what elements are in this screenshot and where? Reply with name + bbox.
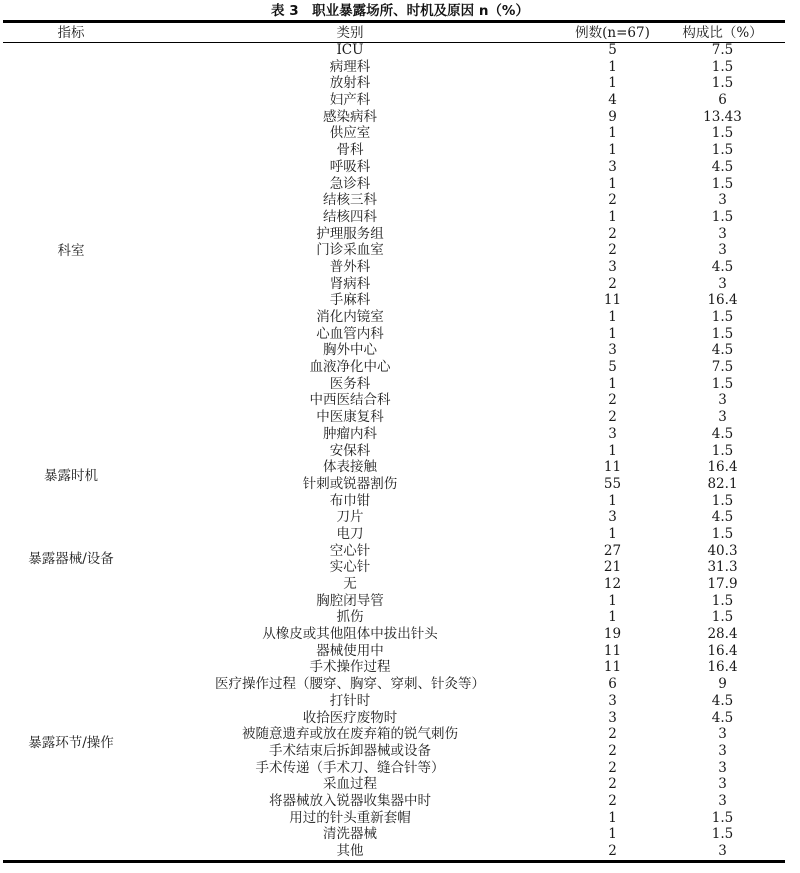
table-row	[0, 643, 800, 660]
row-category: 手术结束后拆卸器械或设备	[269, 742, 431, 759]
row-percent: 1.5	[711, 75, 734, 92]
row-percent: 17.9	[707, 576, 738, 592]
table-row	[0, 710, 800, 727]
row-count: 11	[603, 459, 622, 476]
row-percent: 4.5	[711, 709, 734, 726]
row-count: 1	[608, 592, 617, 609]
row-category: 清洗器械	[323, 826, 377, 843]
row-count: 2	[608, 843, 617, 859]
row-count: 3	[608, 342, 617, 359]
table-row	[0, 659, 800, 676]
row-category: 收拾医疗废物时	[302, 709, 398, 726]
table-row	[0, 443, 800, 460]
row-count: 2	[608, 275, 617, 292]
table-row	[0, 593, 800, 610]
table-row	[0, 409, 800, 426]
row-category: 病理科	[329, 58, 371, 75]
row-percent: 16.4	[707, 459, 738, 476]
row-percent: 3	[718, 759, 727, 776]
table-row	[0, 676, 800, 693]
table-row	[0, 259, 800, 276]
row-percent: 1.5	[711, 58, 734, 75]
table-row	[0, 793, 800, 810]
table-header	[0, 24, 800, 42]
row-percent: 3	[718, 409, 727, 426]
row-category: 供应室	[329, 125, 371, 142]
row-percent: 1.5	[711, 442, 734, 459]
row-percent: 16.4	[707, 659, 738, 676]
table-title: 表 3 职业暴露场所、时机及原因 n（%）	[271, 3, 529, 19]
row-count: 1	[608, 208, 617, 225]
row-count: 55	[603, 475, 622, 492]
row-percent: 13.43	[703, 108, 742, 125]
row-percent: 82.1	[707, 475, 738, 492]
table-row	[0, 226, 800, 243]
group-label-department: 科室	[57, 243, 85, 259]
row-count: 2	[608, 242, 617, 259]
table-row	[0, 75, 800, 92]
row-count: 2	[608, 776, 617, 793]
header-indicator: 指标	[57, 25, 85, 41]
table-row	[0, 810, 800, 827]
row-percent: 1.5	[711, 175, 734, 192]
header-category: 类别	[336, 25, 364, 41]
table-row	[0, 192, 800, 209]
table-row	[0, 760, 800, 777]
row-count: 1	[608, 125, 617, 142]
row-count: 4	[608, 92, 617, 109]
row-count: 21	[603, 559, 622, 576]
row-category: 妇产科	[329, 92, 371, 109]
row-count: 2	[608, 409, 617, 426]
row-count: 11	[603, 659, 622, 676]
table-row	[0, 843, 800, 860]
row-category: 血液净化中心	[309, 359, 391, 376]
row-count: 2	[608, 225, 617, 242]
row-percent: 3	[718, 726, 727, 743]
table-row	[0, 426, 800, 443]
row-category: 无	[343, 576, 357, 592]
row-percent: 3	[718, 275, 727, 292]
row-percent: 28.4	[707, 626, 738, 643]
row-category: 护理服务组	[316, 225, 384, 242]
table-row	[0, 276, 800, 293]
row-category: 体表接触	[323, 459, 377, 476]
table-row	[0, 726, 800, 743]
table-row	[0, 559, 800, 576]
table-row	[0, 576, 800, 593]
row-count: 2	[608, 792, 617, 809]
table-row	[0, 359, 800, 376]
table-row	[0, 92, 800, 109]
group-label-exposure-timing: 暴露时机	[44, 468, 98, 484]
row-category: 心血管内科	[316, 325, 384, 342]
header-percent: 构成比（%）	[682, 25, 763, 41]
row-count: 2	[608, 742, 617, 759]
row-count: 6	[608, 676, 617, 693]
row-percent: 3	[718, 225, 727, 242]
row-percent: 6	[718, 92, 727, 109]
row-category: 急诊科	[329, 175, 371, 192]
row-percent: 1.5	[711, 208, 734, 225]
row-count: 2	[608, 759, 617, 776]
row-count: 1	[608, 809, 617, 826]
row-category: 针刺或锐器割伤	[302, 475, 398, 492]
row-category: 用过的针头重新套帽	[289, 809, 411, 826]
row-count: 3	[608, 692, 617, 709]
row-category: 器械使用中	[316, 642, 384, 659]
table-row	[0, 826, 800, 843]
row-percent: 31.3	[707, 559, 738, 576]
table-row	[0, 342, 800, 359]
row-count: 1	[608, 175, 617, 192]
row-category: 中医康复科	[316, 409, 384, 426]
row-percent: 1.5	[711, 525, 734, 542]
row-count: 3	[608, 509, 617, 526]
row-percent: 1.5	[711, 826, 734, 843]
row-category: 胸腔闭导管	[316, 592, 384, 609]
table-row	[0, 42, 800, 59]
row-category: 医疗操作过程（腰穿、胸穿、穿刺、针灸等）	[215, 676, 485, 693]
row-category: 门诊采血室	[316, 242, 384, 259]
row-category: 打针时	[329, 692, 371, 709]
row-percent: 3	[718, 843, 727, 859]
row-count: 19	[603, 626, 622, 643]
row-percent: 7.5	[711, 359, 734, 376]
row-percent: 16.4	[707, 642, 738, 659]
row-percent: 1.5	[711, 142, 734, 159]
row-percent: 4.5	[711, 509, 734, 526]
row-category: 胸外中心	[323, 342, 377, 359]
row-category: 肾病科	[329, 275, 371, 292]
row-category: 手术传递（手术刀、缝合针等）	[255, 759, 445, 776]
row-count: 1	[608, 525, 617, 542]
group-label-exposure-device: 暴露器械/设备	[28, 551, 114, 567]
row-count: 11	[603, 292, 622, 309]
row-category: 普外科	[329, 258, 371, 275]
row-count: 1	[608, 75, 617, 92]
row-count: 1	[608, 826, 617, 843]
table-row	[0, 526, 800, 543]
row-percent: 3	[718, 776, 727, 793]
table-row	[0, 609, 800, 626]
row-count: 1	[608, 58, 617, 75]
row-percent: 4.5	[711, 342, 734, 359]
row-percent: 16.4	[707, 292, 738, 309]
row-percent: 4.5	[711, 692, 734, 709]
header-count: 例数(n=67)	[575, 25, 650, 41]
table-row	[0, 326, 800, 343]
row-percent: 9	[718, 676, 727, 693]
row-count: 1	[608, 309, 617, 325]
row-percent: 3	[718, 242, 727, 259]
table-body	[0, 42, 800, 860]
table-row	[0, 493, 800, 510]
row-percent: 1.5	[711, 309, 734, 325]
row-percent: 4.5	[711, 258, 734, 275]
table-row	[0, 142, 800, 159]
row-count: 2	[608, 392, 617, 409]
row-category: 空心针	[329, 542, 371, 559]
table-row	[0, 743, 800, 760]
table-row	[0, 776, 800, 793]
table-row	[0, 176, 800, 193]
row-percent: 1.5	[711, 809, 734, 826]
table-row	[0, 59, 800, 76]
row-category: 手麻科	[329, 292, 371, 309]
row-count: 2	[608, 726, 617, 743]
row-category: 安保科	[329, 442, 371, 459]
row-category: 布巾钳	[329, 492, 371, 509]
table-row	[0, 392, 800, 409]
row-count: 3	[608, 158, 617, 175]
row-category: 从橡皮或其他阻体中拔出针头	[262, 626, 438, 643]
row-count: 1	[608, 375, 617, 392]
row-percent: 4.5	[711, 425, 734, 442]
table-row	[0, 159, 800, 176]
row-percent: 7.5	[711, 42, 734, 58]
row-percent: 4.5	[711, 158, 734, 175]
row-count: 3	[608, 258, 617, 275]
table-row	[0, 292, 800, 309]
row-count: 1	[608, 142, 617, 159]
row-count: 3	[608, 425, 617, 442]
row-category: 中西医结合科	[309, 392, 391, 409]
row-category: 手术操作过程	[309, 659, 391, 676]
row-category: 呼吸科	[329, 158, 371, 175]
row-category: ICU	[336, 42, 364, 58]
row-category: 刀片	[336, 509, 364, 526]
row-category: 肿瘤内科	[323, 425, 377, 442]
top-rule	[3, 20, 785, 23]
group-label-exposure-operation: 暴露环节/操作	[28, 735, 114, 751]
row-category: 放射科	[329, 75, 371, 92]
table-row	[0, 509, 800, 526]
row-category: 医务科	[329, 375, 371, 392]
row-count: 1	[608, 492, 617, 509]
row-count: 27	[603, 542, 622, 559]
row-percent: 1.5	[711, 325, 734, 342]
table-row	[0, 693, 800, 710]
table-row	[0, 459, 800, 476]
table-row	[0, 125, 800, 142]
row-percent: 1.5	[711, 375, 734, 392]
table-row	[0, 376, 800, 393]
row-category: 结核四科	[323, 208, 377, 225]
row-percent: 1.5	[711, 592, 734, 609]
row-count: 5	[608, 42, 617, 58]
row-count: 2	[608, 192, 617, 209]
row-count: 1	[608, 609, 617, 626]
row-percent: 3	[718, 192, 727, 209]
row-category: 电刀	[336, 525, 364, 542]
row-category: 将器械放入锐器收集器中时	[269, 792, 431, 809]
row-percent: 1.5	[711, 609, 734, 626]
row-category: 实心针	[329, 559, 371, 576]
row-percent: 1.5	[711, 492, 734, 509]
row-count: 3	[608, 709, 617, 726]
row-category: 抓伤	[336, 609, 364, 626]
row-category: 感染病科	[323, 108, 377, 125]
row-category: 结核三科	[323, 192, 377, 209]
row-count: 9	[608, 108, 617, 125]
row-percent: 3	[718, 792, 727, 809]
bottom-rule	[3, 860, 785, 863]
table-row	[0, 626, 800, 643]
row-count: 11	[603, 642, 622, 659]
row-category: 被随意遗弃或放在废弃箱的锐气刺伤	[242, 726, 458, 743]
table-row	[0, 476, 800, 493]
row-category: 采血过程	[323, 776, 377, 793]
table-row	[0, 242, 800, 259]
row-count: 1	[608, 325, 617, 342]
row-percent: 40.3	[707, 542, 738, 559]
row-count: 5	[608, 359, 617, 376]
row-percent: 3	[718, 392, 727, 409]
table-row	[0, 109, 800, 126]
row-category: 骨科	[336, 142, 364, 159]
row-category: 消化内镜室	[316, 309, 384, 325]
table-row	[0, 543, 800, 560]
table-row	[0, 209, 800, 226]
row-count: 1	[608, 442, 617, 459]
row-percent: 1.5	[711, 125, 734, 142]
row-count: 12	[603, 576, 622, 592]
row-category: 其他	[336, 843, 364, 859]
row-percent: 3	[718, 742, 727, 759]
table-row	[0, 309, 800, 326]
